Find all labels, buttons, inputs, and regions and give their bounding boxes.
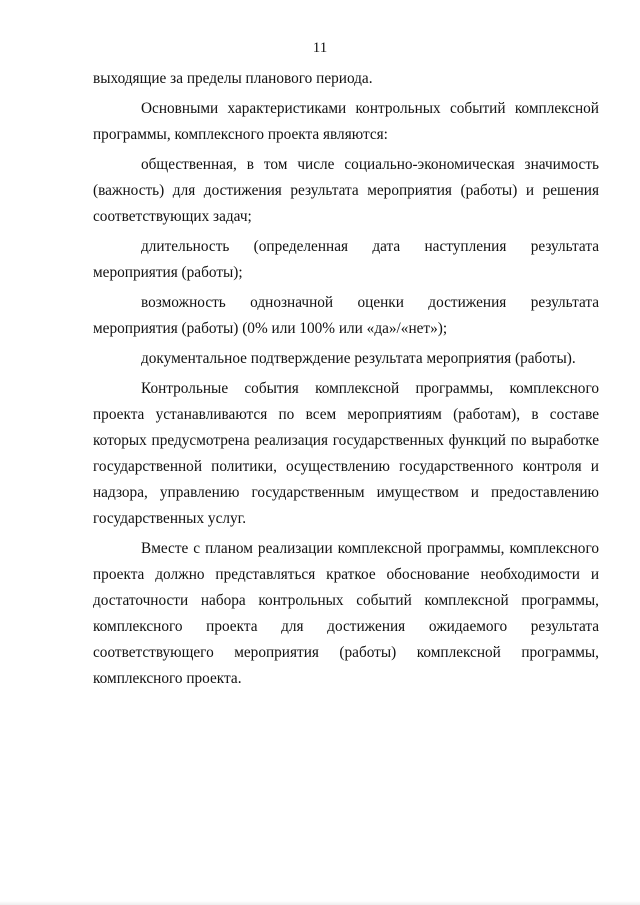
paragraph-justification: Вместе с планом реализации комплексной программы, комплексного проекта должно представляться краткое обоснование необходимости и достаточности набора контрольных событий комплексной программы, комплексного проекта для достижения ожидаемого результата соответствующего мероприятия (работы) комплексной программы, комплексного проекта. [93, 540, 599, 687]
page-number: 11 [312, 40, 328, 56]
list-item-significance: общественная, в том числе социально-экономическая значимость (важность) для достижения результата мероприятия (работы) и решения соответствующих задач; [93, 156, 599, 225]
document-body [93, 66, 599, 692]
list-item-duration: длительность (определенная дата наступления результата мероприятия (работы); [93, 238, 599, 281]
list-item-documentation: документальное подтверждение результата мероприятия (работы). [141, 350, 576, 367]
paragraph-characteristics-intro: Основными характеристиками контрольных событий комплексной программы, комплексного проекта являются: [93, 100, 599, 143]
list-item-assessment: возможность однозначной оценки достижения результата мероприятия (работы) (0% или 100% или «да»/«нет»); [93, 294, 599, 337]
page-bottom-edge [0, 901, 640, 905]
paragraph-continuation: выходящие за пределы планового периода. [93, 70, 373, 87]
paragraph-control-events: Контрольные события комплексной программы, комплексного проекта устанавливаются по всем мероприятиям (работам), в составе которых предусмотрена реализация государственных функций по выработке государственной политики, осуществлению государственного контроля и надзора, управлению государственным имуществом и предоставлению государственных услуг. [93, 380, 599, 527]
